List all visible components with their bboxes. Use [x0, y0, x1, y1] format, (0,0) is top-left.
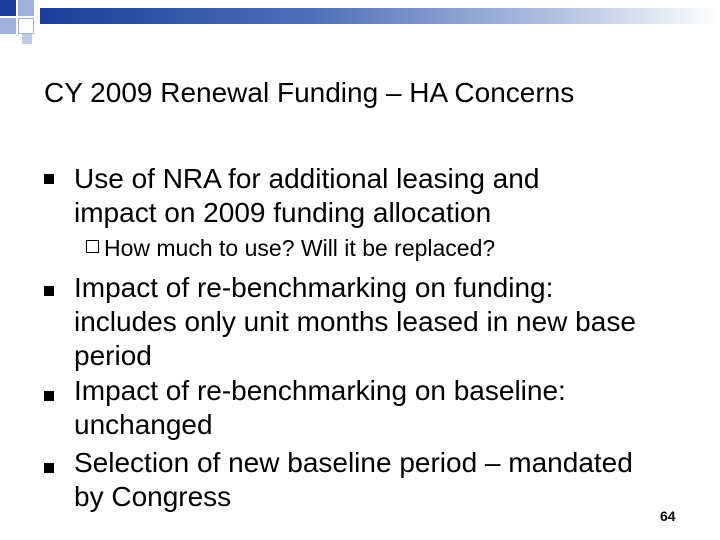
- slide-title: CY 2009 Renewal Funding – HA Concerns: [44, 77, 575, 108]
- bullet-line: Impact of re-benchmarking on baseline:: [74, 375, 566, 406]
- bullet-line: Impact of re-benchmarking on funding:: [74, 272, 554, 303]
- bullet-line: by Congress: [74, 481, 232, 512]
- sub-bullet-text: How much to use? Will it be replaced?: [104, 235, 496, 261]
- decor-square: [18, 18, 34, 34]
- decor-square: [18, 0, 34, 16]
- decor-square: [22, 34, 32, 44]
- decor-square: [0, 0, 16, 16]
- bullet-line: includes only unit months leased in new base: [74, 306, 636, 337]
- header-gradient-band: [40, 8, 720, 24]
- square-bullet-icon: [44, 174, 54, 184]
- bullet-line: unchanged: [74, 409, 213, 440]
- page-number: 64: [660, 508, 676, 524]
- bullet-line: period: [74, 340, 152, 371]
- square-bullet-icon: [44, 286, 54, 296]
- bullet-line: Selection of new baseline period – mandated: [74, 447, 633, 478]
- square-bullet-icon: [44, 463, 54, 473]
- hollow-square-bullet-icon: [86, 240, 99, 253]
- square-bullet-icon: [44, 391, 54, 401]
- bullet-line: Use of NRA for additional leasing and: [74, 163, 540, 194]
- decor-square: [0, 18, 16, 34]
- bullet-line: impact on 2009 funding allocation: [74, 197, 492, 228]
